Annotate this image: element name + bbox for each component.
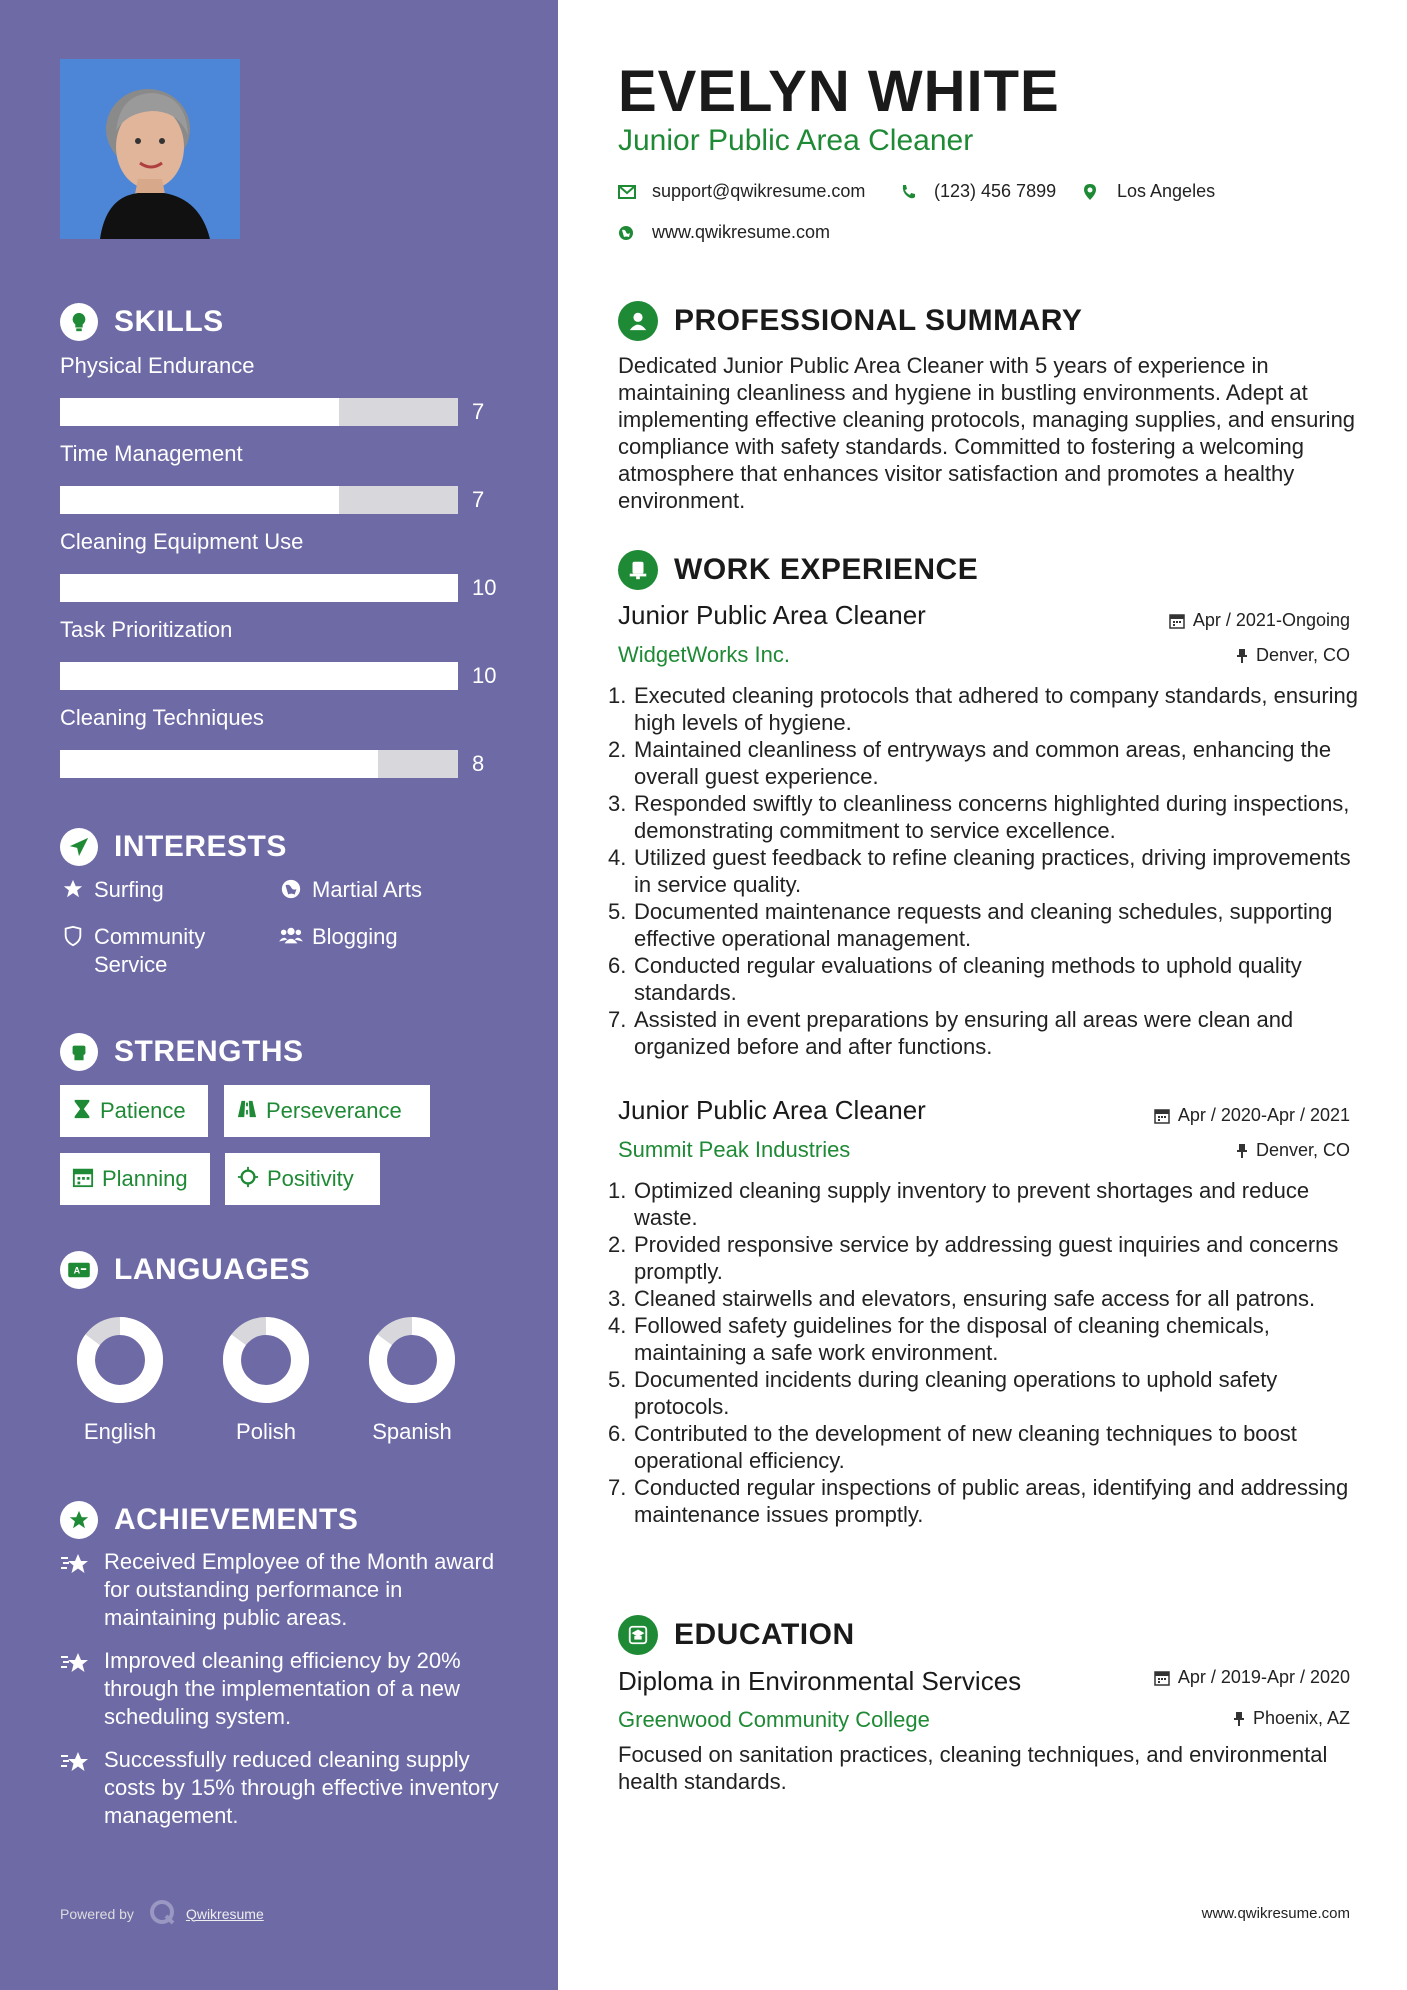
achievement-text: Improved cleaning efficiency by 20% through the implementation of a new scheduling system. (104, 1648, 461, 1729)
powered-by (60, 1898, 264, 1929)
bullet-text: Followed safety guidelines for the disposal of cleaning chemicals, maintaining a safe work environment. (634, 1313, 1270, 1365)
bullet-text: Optimized cleaning supply inventory to prevent shortages and reduce waste. (634, 1178, 1310, 1230)
job-title: Junior Public Area Cleaner (618, 1095, 926, 1125)
star-burst-icon (60, 1647, 92, 1731)
skill-name: Cleaning Techniques (60, 705, 264, 730)
list-item (608, 898, 1368, 952)
list-item (608, 1474, 1368, 1528)
envelope-icon (618, 185, 636, 199)
experience-heading (618, 549, 978, 591)
interest-label: Community Service (94, 924, 206, 977)
strength-chip (225, 1153, 380, 1205)
bullet-number: 1. (608, 1178, 627, 1203)
brand-link[interactable]: Qwikresume (185, 1905, 264, 1922)
strength-chip (60, 1153, 210, 1205)
list-item (608, 1366, 1368, 1420)
job-dates-text: Apr / 2021-Ongoing (1192, 610, 1350, 630)
job-dates (1154, 1105, 1350, 1126)
list-item (608, 1285, 1368, 1312)
strength-chip (224, 1085, 430, 1137)
company-name: Summit Peak Industries (618, 1137, 851, 1162)
interest-label: Surfing (94, 877, 164, 902)
language-name: Polish (236, 1419, 296, 1444)
job-dates-text: Apr / 2020-Apr / 2021 (1177, 1105, 1350, 1125)
summary-heading (618, 300, 1082, 342)
phone-icon (900, 184, 918, 200)
bullet-text: Maintained cleanliness of entryways and common areas, enhancing the overall guest experience. (634, 737, 1332, 789)
skill-item (60, 704, 500, 776)
bullet-text: Cleaned stairwells and elevators, ensuring safe access for all patrons. (634, 1286, 1316, 1311)
location-text: Los Angeles (1117, 181, 1216, 201)
list-item (608, 790, 1368, 844)
interest-item (278, 876, 422, 904)
bullet-number: 3. (608, 1286, 627, 1311)
sidebar (0, 0, 558, 1990)
school-name: Greenwood Community College (618, 1707, 930, 1732)
pushpin-icon (1236, 1143, 1248, 1159)
skill-bar (60, 486, 458, 514)
candidate-name: EVELYN WHITE (618, 59, 1060, 124)
education-location-text: Phoenix, AZ (1252, 1708, 1350, 1728)
bullet-text: Utilized guest feedback to refine cleaning practices, driving improvements in service quality. (634, 845, 1351, 897)
language-ring (367, 1315, 457, 1405)
company-name: WidgetWorks Inc. (618, 642, 790, 667)
bullet-number: 4. (608, 845, 627, 870)
skill-item (60, 616, 500, 688)
contact-email[interactable] (618, 181, 865, 202)
interests-heading (60, 827, 287, 867)
strengths-heading (60, 1032, 304, 1072)
interest-label: Blogging (312, 924, 398, 949)
languages-heading (60, 1250, 310, 1290)
job-dates (1169, 610, 1350, 631)
strengths-title: STRENGTHS (114, 1035, 304, 1068)
skills-title: SKILLS (114, 305, 224, 338)
map-pin-icon (1083, 183, 1101, 201)
calendar-icon (1154, 1670, 1170, 1686)
calendar-icon (1154, 1108, 1170, 1124)
shield-icon (60, 923, 86, 947)
bullet-text: Responded swiftly to cleanliness concerns highlighted during inspections, demonstrating commitment to service excellence. (634, 791, 1350, 843)
website-text: www.qwikresume.com (652, 222, 831, 242)
skill-item (60, 440, 500, 512)
fist-icon (60, 1033, 98, 1071)
skills-heading (60, 302, 224, 342)
calendar-icon (1169, 613, 1185, 629)
hourglass-icon (72, 1098, 92, 1125)
skill-value: 8 (472, 751, 485, 776)
list-item (608, 1312, 1368, 1366)
list-item (608, 736, 1368, 790)
bullet-text: Documented incidents during cleaning operations to uphold safety protocols. (634, 1367, 1278, 1419)
skill-bar (60, 750, 458, 778)
skill-name: Cleaning Equipment Use (60, 529, 304, 554)
list-item (608, 1177, 1368, 1231)
skill-value: 10 (472, 663, 497, 688)
skill-name: Time Management (60, 441, 243, 466)
calendar-icon (72, 1166, 94, 1193)
language-item (60, 1315, 180, 1445)
svg-text:A: A (73, 1265, 81, 1276)
interests-title: INTERESTS (114, 830, 287, 863)
pushpin-icon (1236, 648, 1248, 664)
bullet-number: 2. (608, 737, 627, 762)
language-name: English (83, 1419, 157, 1444)
interest-item (60, 876, 164, 904)
strength-label: Patience (100, 1098, 186, 1123)
translate-icon (60, 1251, 98, 1289)
interest-label: Martial Arts (312, 877, 423, 902)
skill-bar-fill (60, 662, 458, 690)
list-item (608, 682, 1368, 736)
strength-chip (60, 1085, 208, 1137)
paper-plane-icon (60, 828, 98, 866)
job-bullets (608, 682, 1368, 1060)
list-item (608, 1420, 1368, 1474)
bullet-text: Assisted in event preparations by ensuring all areas were clean and organized before and after functions. (634, 1007, 1294, 1059)
education-description: Focused on sanitation practices, cleaning techniques, and environmental health standards. (618, 1742, 1328, 1794)
powered-by-label: Powered by (60, 1905, 134, 1922)
bullet-text: Executed cleaning protocols that adhered to company standards, ensuring high levels of hygiene. (634, 683, 1359, 735)
job-title: Junior Public Area Cleaner (618, 600, 926, 630)
skill-name: Physical Endurance (60, 353, 255, 378)
star-icon (60, 876, 86, 900)
education-title: EDUCATION (674, 1618, 855, 1651)
bullet-number: 5. (608, 899, 627, 924)
language-item (206, 1315, 326, 1445)
job-location-text: Denver, CO (1255, 645, 1350, 665)
footer-url[interactable]: www.qwikresume.com (1201, 1905, 1350, 1922)
job-location-text: Denver, CO (1255, 1140, 1350, 1160)
users-icon (278, 923, 304, 947)
languages-title: LANGUAGES (114, 1253, 311, 1286)
bullet-number: 6. (608, 953, 627, 978)
skill-value: 7 (472, 399, 485, 424)
skill-value: 7 (472, 487, 485, 512)
degree-title: Diploma in Environmental Services (618, 1666, 1022, 1696)
user-icon (618, 301, 658, 341)
job-location (1236, 645, 1350, 666)
achievement-item (60, 1647, 500, 1731)
bullet-number: 4. (608, 1313, 627, 1338)
achievement-text: Successfully reduced cleaning supply costs by 15% through effective inventory management. (104, 1747, 499, 1828)
language-name: Spanish (372, 1419, 452, 1444)
qwikresume-logo-icon (148, 1898, 176, 1929)
achievements-title: ACHIEVEMENTS (114, 1503, 359, 1536)
education-dates-text: Apr / 2019-Apr / 2020 (1177, 1667, 1350, 1687)
language-ring (221, 1315, 311, 1405)
bullet-number: 1. (608, 683, 627, 708)
briefcase-icon (618, 550, 658, 590)
skill-name: Task Prioritization (60, 617, 233, 642)
road-icon (236, 1099, 258, 1124)
achievements-heading (60, 1500, 358, 1540)
bullet-text: Conducted regular inspections of public areas, identifying and addressing maintenance issues promptly. (634, 1475, 1349, 1527)
skill-bar (60, 398, 458, 426)
achievement-item (60, 1746, 500, 1830)
profile-photo (60, 59, 240, 239)
strength-label: Perseverance (266, 1098, 402, 1123)
summary-title: PROFESSIONAL SUMMARY (674, 304, 1083, 337)
pushpin-icon (1233, 1711, 1245, 1727)
phone-text: (123) 456 7899 (934, 181, 1057, 201)
bullet-text: Contributed to the development of new cleaning techniques to boost operational efficiency. (634, 1421, 1297, 1473)
bullet-number: 3. (608, 791, 627, 816)
strength-label: Positivity (267, 1166, 354, 1191)
skill-bar (60, 662, 458, 690)
language-item (352, 1315, 472, 1445)
contact-website[interactable] (618, 222, 830, 243)
list-item (608, 1231, 1368, 1285)
globe-icon (618, 225, 636, 241)
achievement-text: Received Employee of the Month award for outstanding performance in maintaining public areas. (104, 1549, 495, 1630)
achievement-item (60, 1548, 500, 1632)
skill-item (60, 352, 500, 424)
lightbulb-icon (60, 303, 98, 341)
job-location (1236, 1140, 1350, 1161)
bullet-text: Provided responsive service by addressing guest inquiries and concerns promptly. (634, 1232, 1339, 1284)
main-content (558, 0, 1407, 1990)
bullet-number: 2. (608, 1232, 627, 1257)
skill-bar-fill (60, 486, 339, 514)
sun-icon (237, 1166, 259, 1193)
trophy-icon (60, 1501, 98, 1539)
globe-icon (278, 876, 304, 900)
bullet-text: Documented maintenance requests and cleaning schedules, supporting effective operational management. (634, 899, 1333, 951)
interest-item (60, 923, 205, 979)
skill-bar (60, 574, 458, 602)
email-text: support@qwikresume.com (652, 181, 866, 201)
bullet-text: Conducted regular evaluations of cleaning methods to uphold quality standards. (634, 953, 1302, 1005)
skill-item (60, 528, 500, 600)
strength-label: Planning (102, 1166, 188, 1191)
bullet-number: 6. (608, 1421, 627, 1446)
bullet-number: 7. (608, 1475, 627, 1500)
interest-item (278, 923, 398, 951)
list-item (608, 952, 1368, 1006)
education-location (1233, 1708, 1350, 1729)
star-burst-icon (60, 1548, 92, 1632)
summary-text: Dedicated Junior Public Area Cleaner with 5 years of experience in maintaining cleanliness and hygiene in bustling environments. Adept at implementing effective cleaning protocols, managing supplies, and ensuring compliance with safety standards. Committed to fostering a welcoming atmosphere that enhances visitor satisfaction and promotes a healthy environment. (618, 353, 1356, 513)
contact-location (1083, 181, 1215, 202)
skill-bar-fill (60, 398, 339, 426)
contact-phone[interactable] (900, 181, 1056, 202)
graduation-cap-icon (618, 1615, 658, 1655)
bullet-number: 5. (608, 1367, 627, 1392)
education-dates (1154, 1667, 1350, 1688)
bullet-number: 7. (608, 1007, 627, 1032)
candidate-title: Junior Public Area Cleaner (618, 124, 974, 157)
list-item (608, 844, 1368, 898)
education-heading (618, 1614, 855, 1656)
skill-bar-fill (60, 574, 458, 602)
job-bullets (608, 1177, 1368, 1528)
skill-value: 10 (472, 575, 497, 600)
skill-bar-fill (60, 750, 378, 778)
language-ring (75, 1315, 165, 1405)
experience-title: WORK EXPERIENCE (674, 553, 979, 586)
list-item (608, 1006, 1368, 1060)
star-burst-icon (60, 1746, 92, 1830)
